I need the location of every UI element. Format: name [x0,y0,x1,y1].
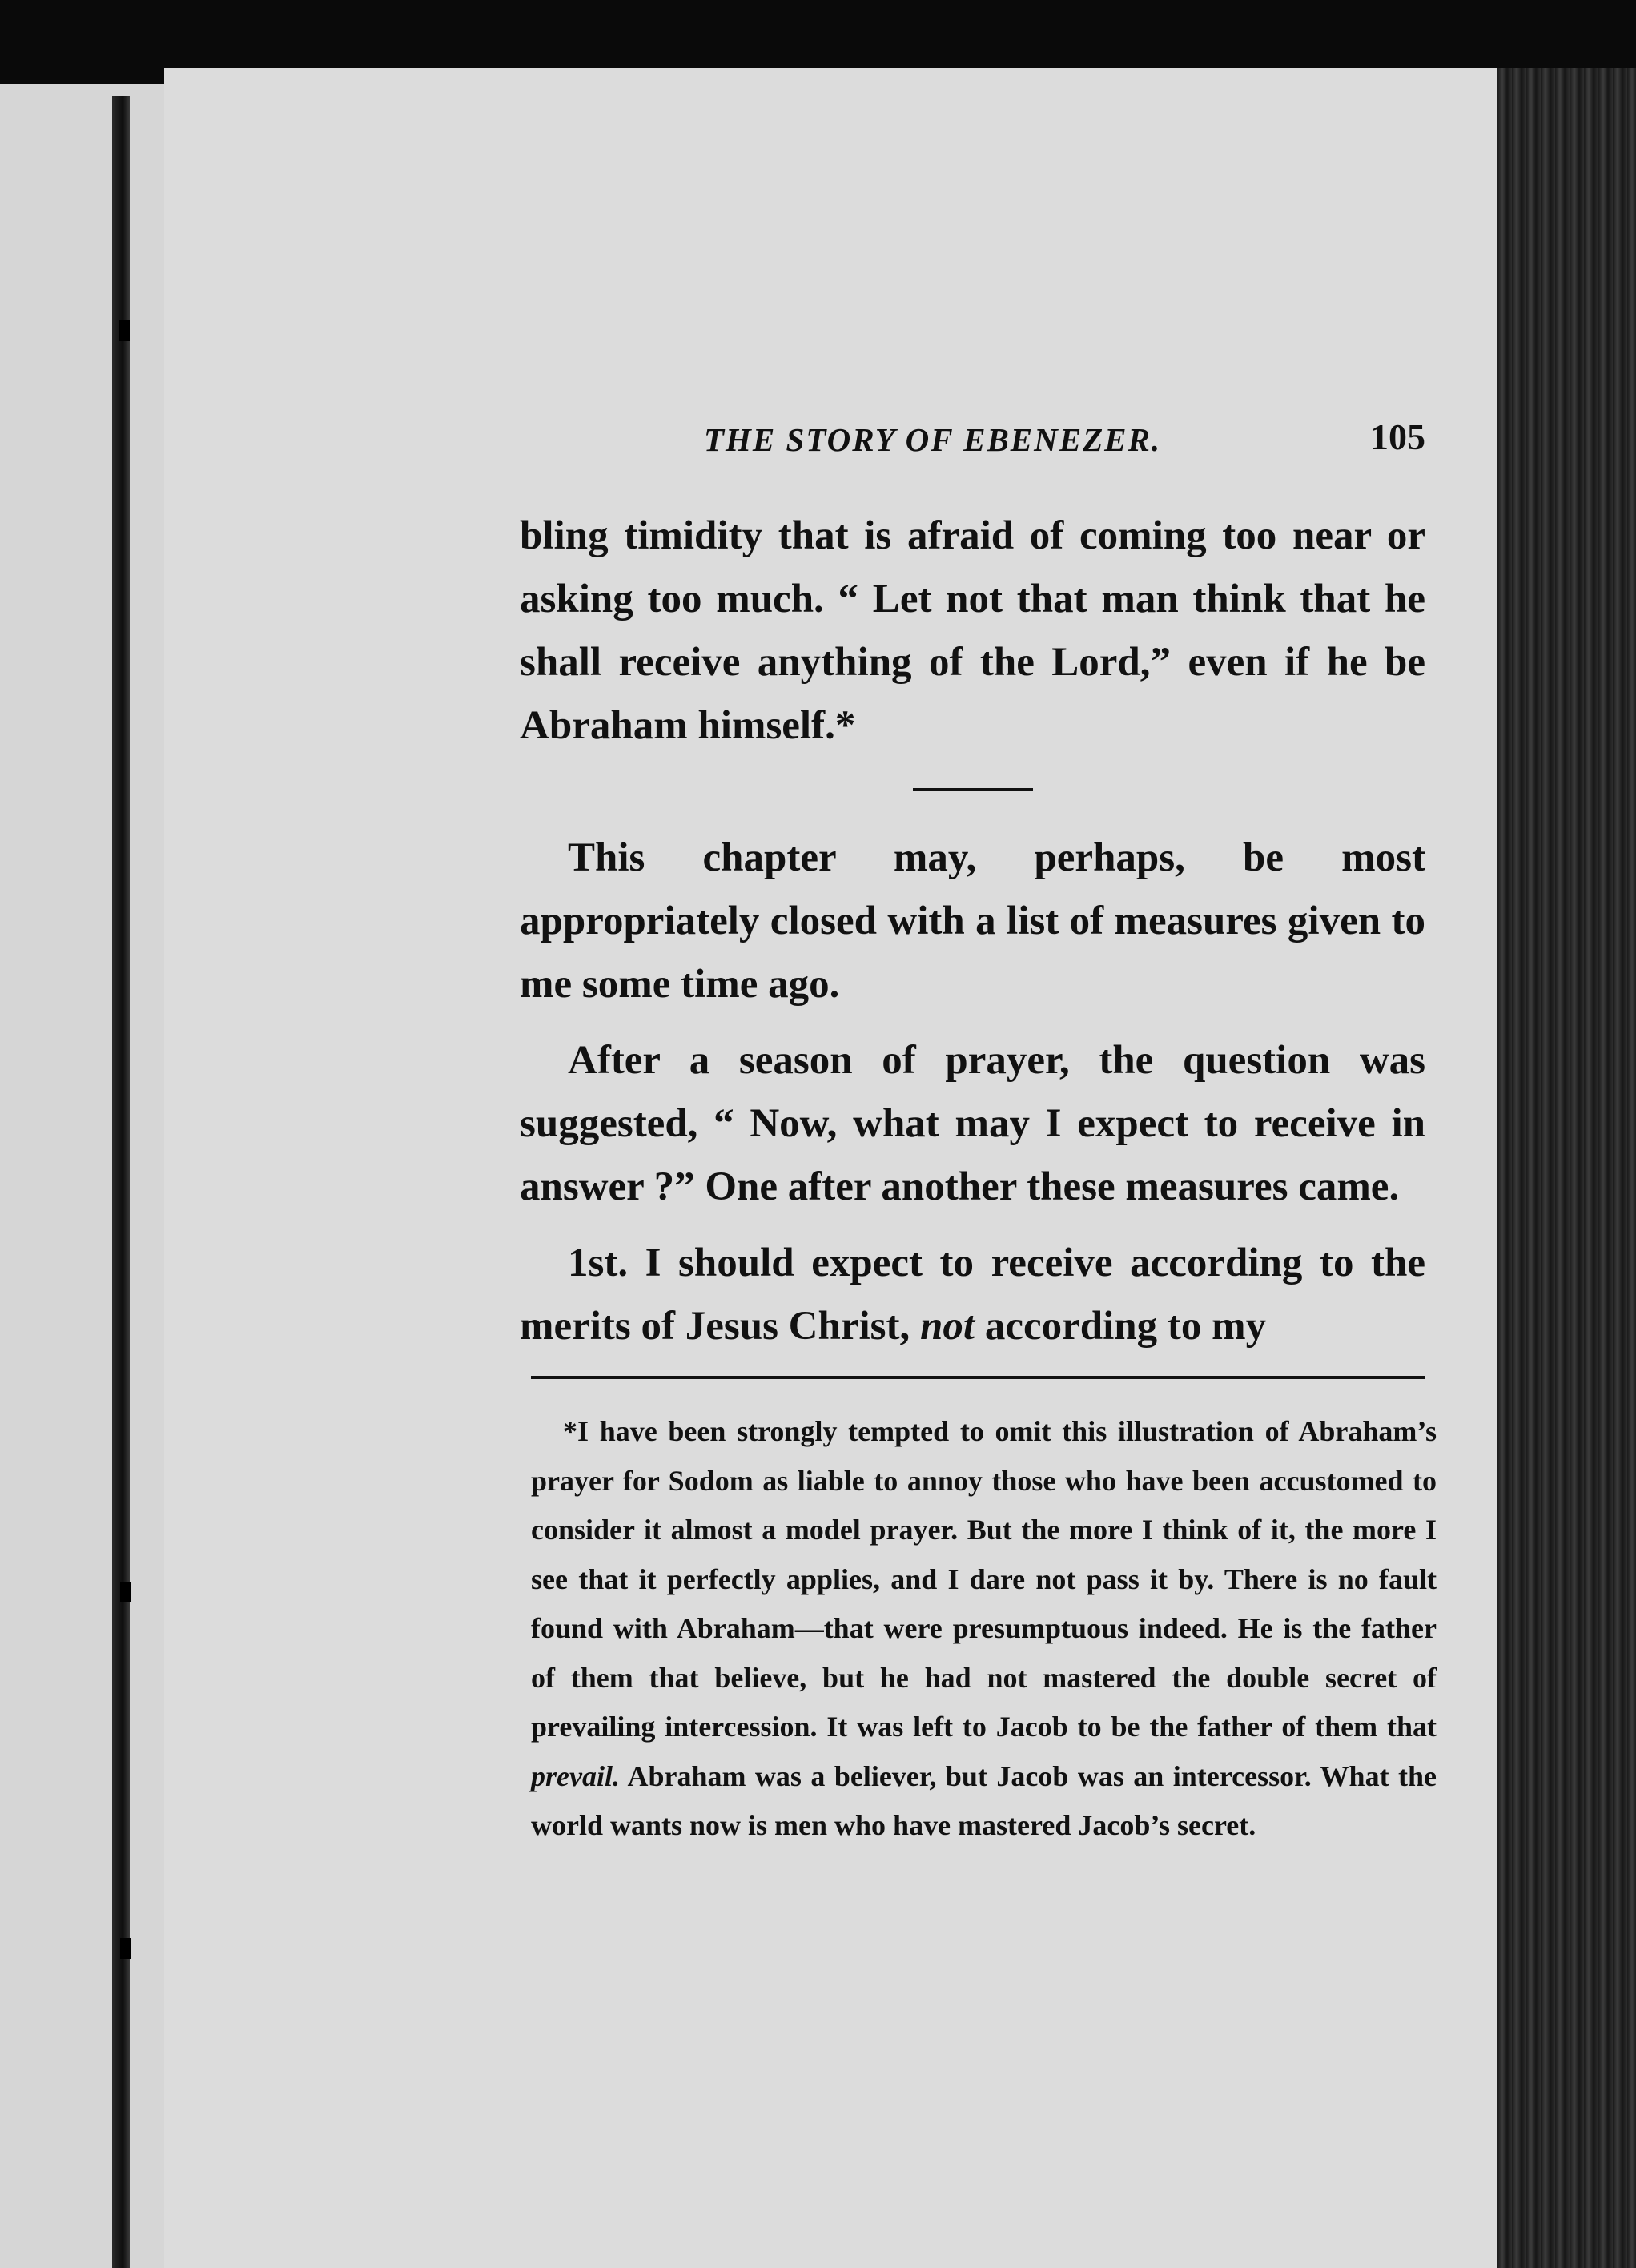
paragraph: bling timidity that is afraid of coming too near or asking too much. “ Let not that man think that he shall receive anything of the Lord,” even if he be Abraham himself.* [520,513,1425,748]
scan-mark [120,1582,131,1602]
paragraph: This chapter may, perhaps, be most appropriately closed with a list of measures given to me some time ago. [520,835,1425,1007]
footnote-paragraph [531,1407,1437,1851]
facing-page-edge [0,84,164,2268]
footnote-divider [531,1376,1425,1379]
page-stack-edge [1497,68,1636,2268]
scan-mark [119,320,130,341]
scan-mark [120,1938,131,1959]
emphasis-text: not [920,1304,975,1349]
paragraph: After a season of prayer, the question was suggested, “ Now, what may I expect to receive in answer ?” One after another these measures came. [520,1038,1425,1209]
page-number: 105 [1370,416,1425,457]
running-title: THE STORY OF EBENEZER. [704,421,1162,458]
paragraph-text: 1st. I should expect to receive according to the merits of Jesus Christ, [520,1241,1425,1349]
body-text [520,505,1425,1358]
section-divider [913,788,1033,791]
footnote-text: *I have been strongly tempted to omit this illustration of Abraham’s prayer for Sodom as liable to annoy those who have been accustomed to consider it almost a model prayer. But the more I think of it, the more I see that it perfectly applies, and I dare not pass it by. There is no fault found with Abraham—that were presumptuous indeed. He is the father of them that believe, but he had not mastered the double secret of prevailing intercession. It was left to Jacob to be the father of them that [531,1415,1437,1743]
footnote-text: Abraham was a believer, but Jacob was an intercessor. What the world wants now is men who have mastered Jacob’s secret. [531,1759,1437,1841]
footnote [531,1407,1437,1851]
paragraph-text: according to my [984,1304,1267,1349]
paragraph [520,1232,1425,1358]
book-page [164,68,1497,2268]
page-header [520,416,1425,468]
emphasis-text: prevail. [531,1759,620,1792]
